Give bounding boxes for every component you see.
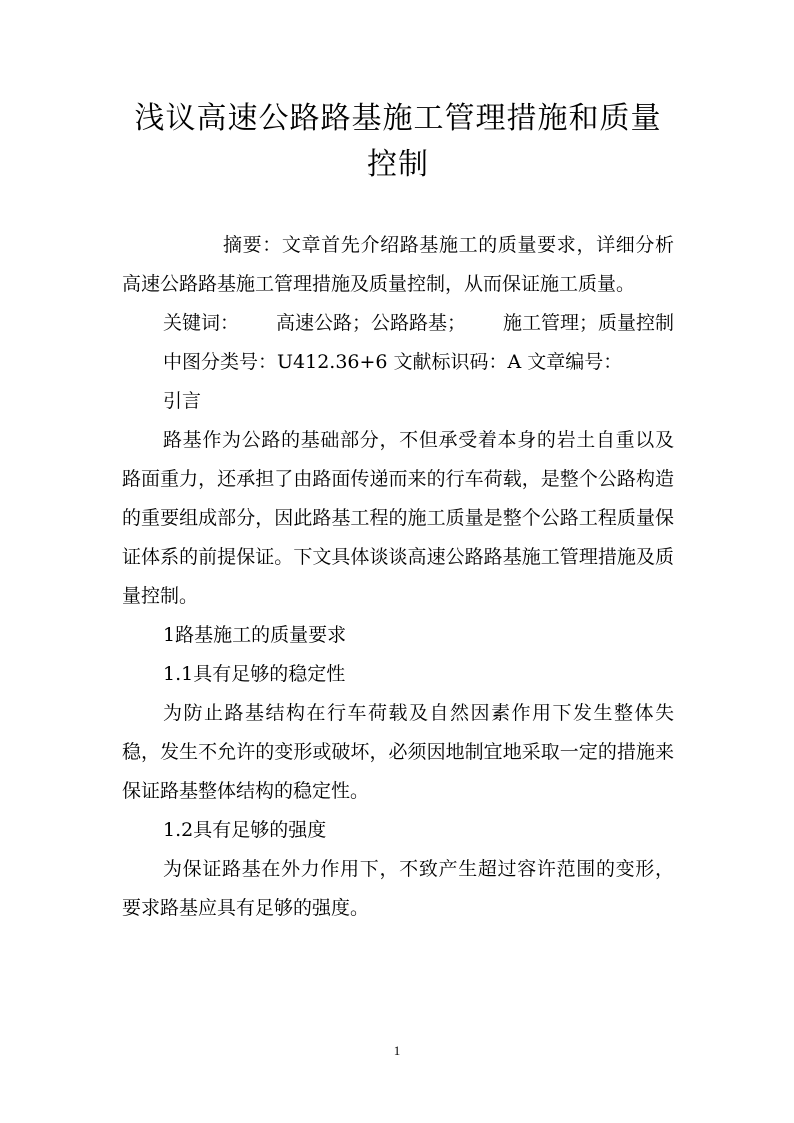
keywords-line bbox=[122, 304, 674, 343]
page-number: 1 bbox=[393, 1043, 401, 1058]
intro-paragraph: 路基作为公路的基础部分，不但承受着本身的岩土自重以及路面重力，还承担了由路面传递而来的行车荷载，是整个公路构造的重要组成部分，因此路基工程的施工质量是整个公路工程质量保证体系的前提保证。下文具体谈谈高速公路路基施工管理措施及质量控制。 bbox=[122, 429, 674, 607]
section-1-heading: 1路基施工的质量要求 bbox=[163, 624, 347, 646]
document-body bbox=[122, 226, 674, 928]
section-1-1-heading: 1.1具有足够的稳定性 bbox=[163, 663, 346, 685]
abstract-paragraph: 摘要：文章首先介绍路基施工的质量要求，详细分析高速公路路基施工管理措施及质量控制，从而保证施工质量。 bbox=[122, 234, 674, 295]
document-title: 浅议高速公路路基施工管理措施和质量控制 bbox=[134, 101, 662, 182]
classification-line: 中图分类号：U412.36+6 文献标识码：A 文章编号： bbox=[163, 351, 623, 373]
keyword-group-2: 施工管理；质量控制 bbox=[502, 312, 674, 334]
intro-heading: 引言 bbox=[163, 390, 202, 412]
section-1-1-paragraph: 为防止路基结构在行车荷载及自然因素作用下发生整体失稳，发生不允许的变形或破坏，必须因地制宜地采取一定的措施来保证路基整体结构的稳定性。 bbox=[122, 702, 674, 802]
section-1-2-paragraph: 为保证路基在外力作用下，不致产生超过容许范围的变形，要求路基应具有足够的强度。 bbox=[122, 858, 674, 919]
keyword-group-1: 高速公路；公路路基； bbox=[275, 312, 466, 334]
section-1-2-heading: 1.2具有足够的强度 bbox=[163, 819, 327, 841]
keywords-label: 关键词： bbox=[163, 312, 240, 334]
